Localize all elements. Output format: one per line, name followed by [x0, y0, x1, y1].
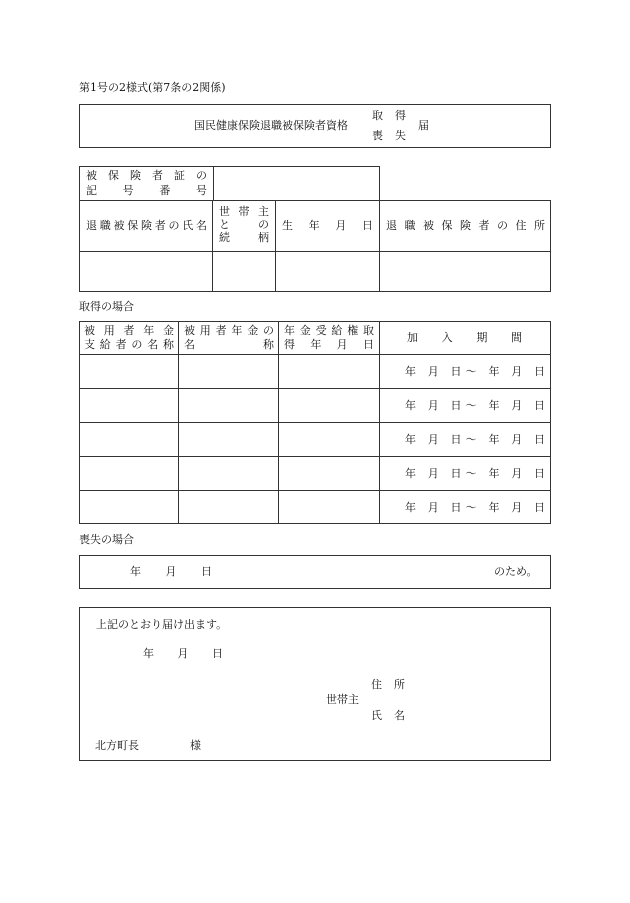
relation-label-line1: 世 帯 主	[219, 205, 269, 218]
acq-col3-label-line2: 得 年 月 日	[284, 338, 374, 351]
address-label: 退 職 被 保 険 者 の 住 所	[386, 219, 545, 232]
cert-number-field[interactable]	[214, 167, 379, 200]
form-title: 国民健康保険退職被保険者資格	[194, 119, 348, 132]
loss-reason-suffix: のため。	[494, 565, 538, 578]
insured-address-field[interactable]	[380, 252, 550, 291]
acq-col2-label-line2b: 称	[263, 338, 274, 351]
enrollment-period-row: 年 月 日～ 年 月 日	[405, 467, 545, 480]
title-acquire: 取 得	[372, 109, 406, 122]
acq-row-divider	[79, 388, 551, 389]
acq-row-divider	[79, 422, 551, 423]
enrollment-period-row: 年 月 日～ 年 月 日	[405, 365, 545, 378]
loss-reason-field[interactable]	[220, 557, 480, 587]
cert-label-line1: 被 保 険 者 証 の	[86, 169, 207, 182]
loss-section-title: 喪失の場合	[79, 533, 134, 546]
honorific: 様	[190, 739, 201, 752]
declaration-date: 年 月 日	[143, 647, 223, 660]
acquisition-section-title: 取得の場合	[79, 300, 134, 313]
addressee: 北方町長	[95, 739, 139, 752]
householder-label: 世帯主	[326, 693, 359, 706]
householder-name-field[interactable]	[412, 707, 546, 725]
loss-date: 年 月 日	[130, 565, 212, 578]
acq-row-divider	[79, 456, 551, 457]
enrollment-period-row: 年 月 日～ 年 月 日	[405, 501, 545, 514]
acq-col1-label-line1: 被 用 者 年 金	[84, 324, 174, 337]
acq-col2-label-line1: 被用者年金の	[184, 324, 274, 337]
householder-address-field[interactable]	[412, 676, 546, 694]
acq-col2-label-line2a: 名	[184, 338, 195, 351]
acq-row-divider	[79, 490, 551, 491]
acq-col3-label-line1: 年金受給権取	[284, 324, 374, 337]
name-field-label: 氏 名	[371, 709, 405, 722]
title-report: 届	[418, 119, 429, 132]
relation-label-line3: 続 柄	[219, 231, 269, 244]
address-field-label: 住 所	[371, 678, 405, 691]
birth-label: 生 年 月 日	[282, 219, 373, 232]
name-label: 退職被保険者の氏名	[86, 219, 207, 232]
form-number: 第1号の2様式(第7条の2関係)	[79, 81, 226, 94]
relation-field[interactable]	[213, 252, 274, 291]
birth-date-field[interactable]	[276, 252, 378, 291]
relation-label-line2: と の	[219, 218, 269, 231]
cert-label-line2: 記 号 番 号	[86, 184, 207, 197]
enrollment-period-row: 年 月 日～ 年 月 日	[405, 433, 545, 446]
acq-col1-label-line2: 支給者の名称	[84, 338, 174, 351]
acq-col4-label: 加 入 期 間	[407, 331, 522, 344]
title-lose: 喪 失	[372, 129, 406, 142]
enrollment-period-row: 年 月 日～ 年 月 日	[405, 399, 545, 412]
insured-name-field[interactable]	[80, 252, 211, 291]
declaration-statement: 上記のとおり届け出ます。	[96, 618, 228, 631]
acq-row-divider	[79, 354, 551, 355]
